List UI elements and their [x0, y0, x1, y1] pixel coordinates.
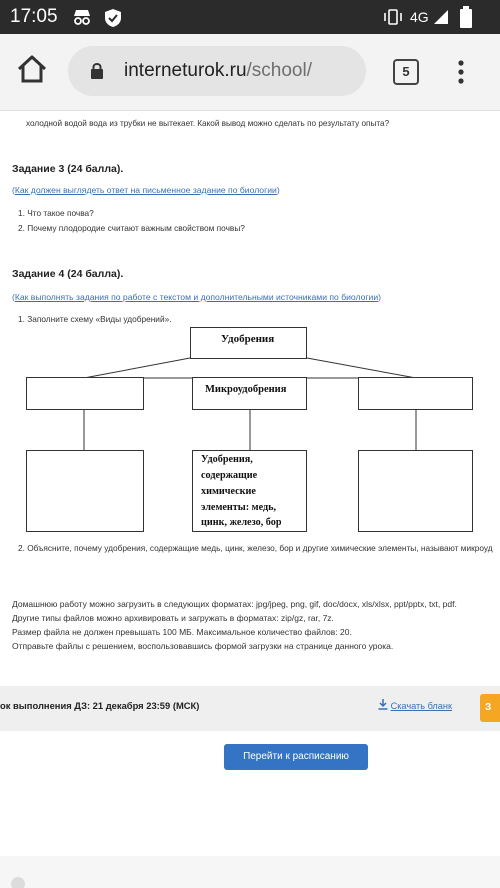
scheme-desc-line-1: Удобрения,	[201, 454, 253, 465]
task4-link-open: (	[12, 292, 15, 302]
task4-link-close: )	[378, 292, 382, 302]
task4-link-text[interactable]: Как выполнять задания по работе с текстом и дополнительными источниками по биологии	[14, 292, 379, 302]
task3-link-close: )	[276, 185, 280, 195]
battery-icon	[460, 6, 472, 33]
scheme-desc-line-3: химические	[201, 486, 256, 497]
status-bar	[0, 0, 500, 34]
lock-icon	[90, 62, 104, 85]
url-text	[124, 60, 312, 82]
go-to-schedule-button[interactable]: Перейти к расписанию	[224, 744, 368, 770]
prev-task-text: холодной водой вода из трубки не вытекает. Какой вывод можно сделать по результату опыта?	[26, 119, 390, 128]
scheme-empty-box-bottom-left	[26, 450, 144, 532]
info-line-1: Домашнюю работу можно загрузить в следующих форматах: jpg/jpeg, png, gif, doc/docx, xls/xlsx, ppt/pptx, txt, pdf.	[12, 599, 457, 609]
scheme-desc-line-5: цинк, железо, бор	[201, 517, 282, 528]
deadline-text: ок выполнения ДЗ: 21 декабря 23:59 (МСК)	[0, 700, 200, 711]
task4-item-2: 2. Объясните, почему удобрения, содержащие медь, цинк, железо, бор и другие химические элементы, называют микроуд	[18, 543, 493, 553]
info-line-4: Отправьте файлы с решением, воспользовавшись формой загрузки на странице данного урока.	[12, 641, 394, 651]
task4-item-1: 1. Заполните схему «Виды удобрений».	[18, 314, 172, 324]
tab-switcher-button[interactable]: 5	[393, 59, 419, 85]
task3-link-open: (	[12, 185, 15, 195]
scheme-middle-label: Микроудобрения	[205, 384, 287, 395]
task3-item-2: 2. Почему плодородие считают важным свойством почвы?	[18, 223, 245, 233]
task4-title: Задание 4 (24 балла).	[12, 268, 124, 280]
deadline-bar	[0, 686, 500, 731]
info-line-2: Другие типы файлов можно архивировать и загружать в форматах: zip/gz, rar, 7z.	[12, 613, 334, 623]
scheme-desc-box	[192, 450, 307, 532]
address-bar[interactable]	[68, 46, 366, 96]
status-time: 17:05	[10, 6, 58, 27]
scheme-desc-line-4: элементы: медь,	[201, 502, 277, 513]
upload-button[interactable]: З	[480, 694, 500, 722]
info-line-3: Размер файла не должен превышать 100 МБ. Максимальное количество файлов: 20.	[12, 627, 352, 637]
scheme-desc-line-2: содержащие	[201, 470, 258, 481]
url-path: /school/	[246, 60, 312, 81]
signal-icon	[433, 9, 449, 30]
scheme-top-box	[190, 327, 307, 359]
download-form-link[interactable]	[378, 699, 452, 711]
home-icon[interactable]	[16, 54, 48, 89]
browser-toolbar	[0, 34, 500, 111]
download-icon	[378, 701, 391, 711]
network-type: 4G	[410, 9, 429, 25]
bottom-bar	[0, 856, 500, 888]
url-domain: interneturok.ru	[124, 60, 247, 81]
task3-link-text[interactable]: Как должен выглядеть ответ на письменное задание по биологии	[14, 185, 277, 195]
download-form-label[interactable]: Скачать бланк	[390, 701, 452, 711]
bottom-edge-shapes	[0, 856, 500, 888]
incognito-icon	[72, 8, 92, 31]
task3-title: Задание 3 (24 балла).	[12, 163, 124, 175]
task3-item-1: 1. Что такое почва?	[18, 208, 94, 218]
vibrate-icon	[383, 9, 403, 30]
scheme-middle-box	[192, 377, 307, 410]
more-menu-icon[interactable]	[458, 60, 464, 89]
scheme-top-label: Удобрения	[221, 333, 275, 345]
scheme-empty-box-bottom-right	[358, 450, 473, 532]
scheme-empty-box-right	[358, 377, 473, 410]
scheme-empty-box-left	[26, 377, 144, 410]
shield-icon	[104, 8, 122, 33]
